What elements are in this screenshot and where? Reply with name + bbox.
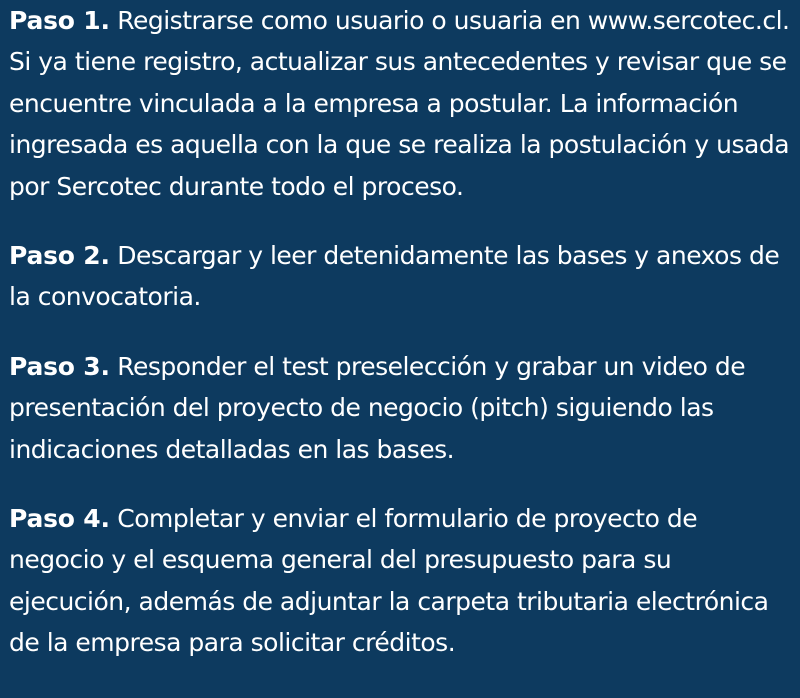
- step-2-text: Descargar y leer detenidamente las bases y anexos de la convocatoria.: [9, 241, 780, 312]
- step-3-text: Responder el test preselección y grabar un video de presentación del proyecto de negocio (pitch) siguiendo las indicaciones detalladas en las bases.: [9, 351, 746, 464]
- step-1-label: Paso 1.: [9, 6, 110, 35]
- step-1-text: Registrarse como usuario o usuaria en www.sercotec.cl. Si ya tiene registro, actualizar sus antecedentes y revisar que se encuentre vinculada a la empresa a postular. La información ingresada es aquella con la que se realiza la postulación y usada por Sercotec durante todo el proceso.: [9, 6, 790, 201]
- step-3: [9, 346, 792, 470]
- step-4: [9, 498, 792, 664]
- step-4-label: Paso 4.: [9, 504, 110, 534]
- step-2: [9, 235, 792, 318]
- step-3-label: Paso 3.: [9, 351, 110, 381]
- step-2-label: Paso 2.: [9, 241, 110, 271]
- step-1: [9, 0, 792, 207]
- step-4-text: Completar y enviar el formulario de proyecto de negocio y el esquema general del presupuesto para su ejecución, además de adjuntar la carpeta tributaria electrónica de la empresa para solicitar créditos.: [9, 504, 769, 658]
